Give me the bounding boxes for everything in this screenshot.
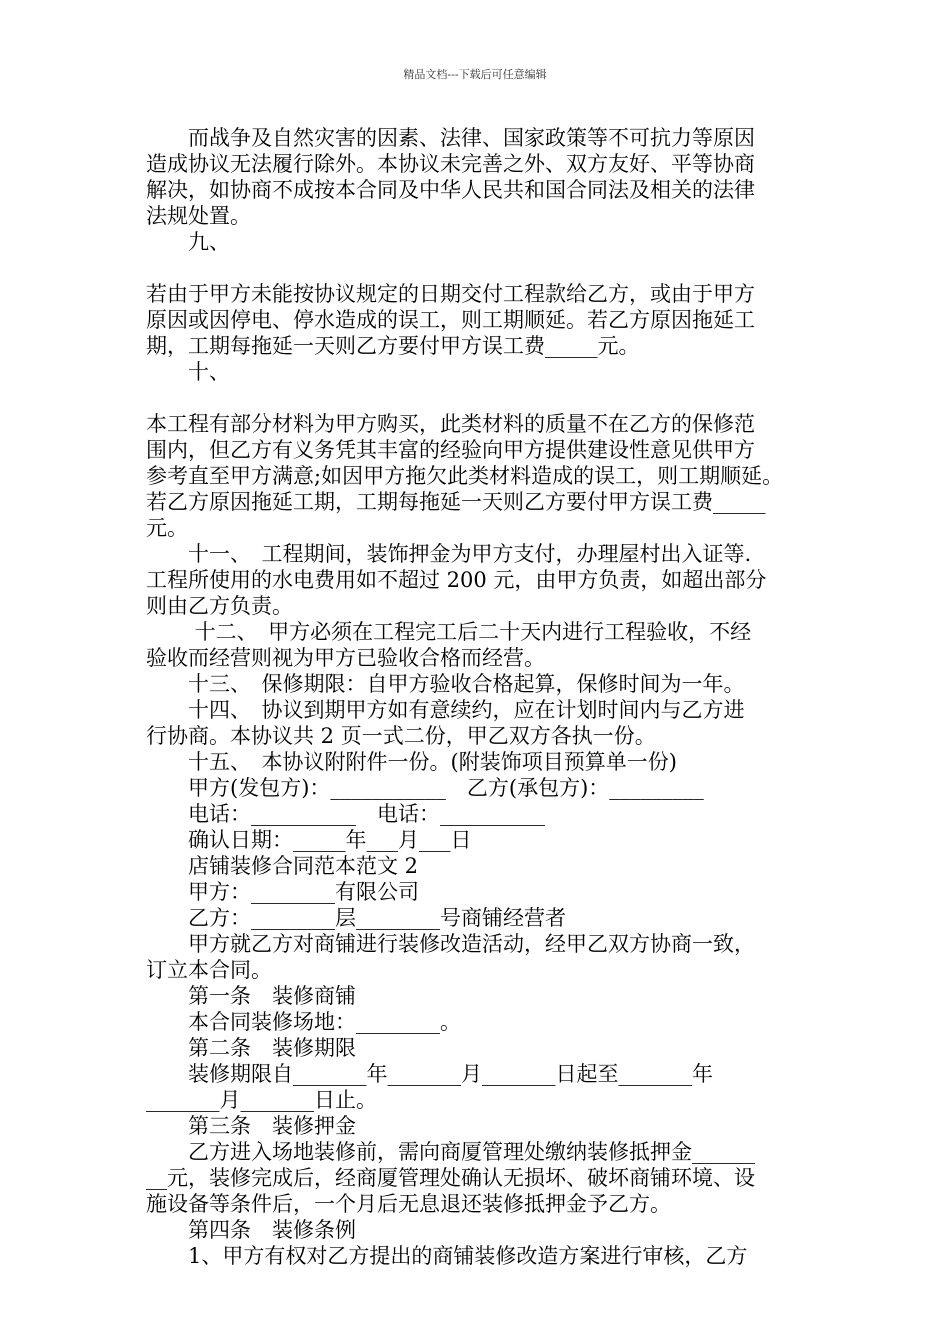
text-line: 十四、 协议到期甲方如有意续约，应在计划时间内与乙方进 — [146, 698, 745, 722]
text-line: 第二条 装修期限 — [146, 1036, 356, 1060]
text-line: 则由乙方负责。 — [146, 594, 293, 618]
text-line: 十、 — [146, 360, 230, 384]
text-line: 1、甲方有权对乙方提出的商铺装修改造方案进行审核，乙方 — [146, 1244, 748, 1268]
text-line: 本合同装修场地：________。 — [146, 1010, 461, 1034]
text-line: 法规处置。 — [146, 204, 251, 228]
text-line: 解决，如协商不成按本合同及中华人民共和国合同法及相关的法律 — [146, 178, 755, 202]
text-line: _______月_______日止。 — [146, 1088, 377, 1112]
text-line: 九、 — [146, 230, 230, 254]
text-line: 十三、 保修期限：自甲方验收合格起算，保修时间为一年。 — [146, 672, 745, 696]
text-line: 装修期限自_______年_______月_______日起至_______年 — [146, 1062, 713, 1086]
text-line: 工程所使用的水电费用如不超过 200 元，由甲方负责，如超出部分 — [146, 568, 767, 592]
text-line: 期，工期每拖延一天则乙方要付甲方误工费_____元。 — [146, 334, 640, 358]
text-line: 甲方(发包方)：___________ 乙方(承包方)：_________ — [146, 776, 704, 800]
text-line: 电话：__________ 电话：__________ — [146, 802, 545, 826]
text-line: 店铺装修合同范本范文 2 — [146, 854, 419, 878]
text-line: 十二、 甲方必须在工程完工后二十天内进行工程验收，不经 — [146, 620, 752, 644]
text-line: 第三条 装修押金 — [146, 1114, 356, 1138]
text-line: 原因或因停电、停水造成的误工，则工期顺延。若乙方原因拖延工 — [146, 308, 755, 332]
blank-line — [146, 385, 826, 411]
text-line: 围内，但乙方有义务凭其丰富的经验向甲方提供建设性意见供甲方 — [146, 438, 755, 462]
text-line: 甲方就乙方对商铺进行装修改造活动，经甲乙双方协商一致， — [146, 932, 755, 956]
blank-line — [146, 255, 826, 281]
text-line: 施设备等条件后，一个月后无息退还装修抵押金予乙方。 — [146, 1192, 671, 1216]
text-line: 第四条 装修条例 — [146, 1218, 356, 1242]
text-line: 甲方：________有限公司 — [146, 880, 419, 904]
text-line: 本工程有部分材料为甲方购买，此类材料的质量不在乙方的保修范 — [146, 412, 755, 436]
document-body — [146, 125, 826, 1269]
text-line: 确认日期：_____年___月___日 — [146, 828, 472, 852]
text-line: 而战争及自然灾害的因素、法律、国家政策等不可抗力等原因 — [146, 126, 755, 150]
text-line: 第一条 装修商铺 — [146, 984, 356, 1008]
text-line: 十一、 工程期间，装饰押金为甲方支付，办理屋村出入证等. — [146, 542, 752, 566]
text-line: 参考直至甲方满意;如因甲方拖欠此类材料造成的误工，则工期顺延。 — [146, 464, 784, 488]
text-line: 验收而经营则视为甲方已验收合格而经营。 — [146, 646, 545, 670]
text-line: 十五、 本协议附附件一份。(附装饰项目预算单一份) — [146, 750, 677, 774]
text-line: 行协商。本协议共 2 页一式二份，甲乙双方各执一份。 — [146, 724, 656, 748]
text-line: 乙方：________层________号商铺经营者 — [146, 906, 566, 930]
page-header: 精品文档---下载后可任意编辑 — [403, 68, 547, 81]
text-line: 造成协议无法履行除外。本协议未完善之外、双方友好、平等协商 — [146, 152, 755, 176]
text-line: 元。 — [146, 516, 188, 540]
text-line: 若乙方原因拖延工期，工期每拖延一天则乙方要付甲方误工费_____ — [146, 490, 766, 514]
text-line: __元，装修完成后，经商厦管理处确认无损坏、破坏商铺环境、设 — [146, 1166, 755, 1190]
text-line: 订立本合同。 — [146, 958, 272, 982]
text-line: 若由于甲方未能按协议规定的日期交付工程款给乙方，或由于甲方 — [146, 282, 755, 306]
text-line: 乙方进入场地装修前，需向商厦管理处缴纳装修抵押金______ — [146, 1140, 755, 1164]
